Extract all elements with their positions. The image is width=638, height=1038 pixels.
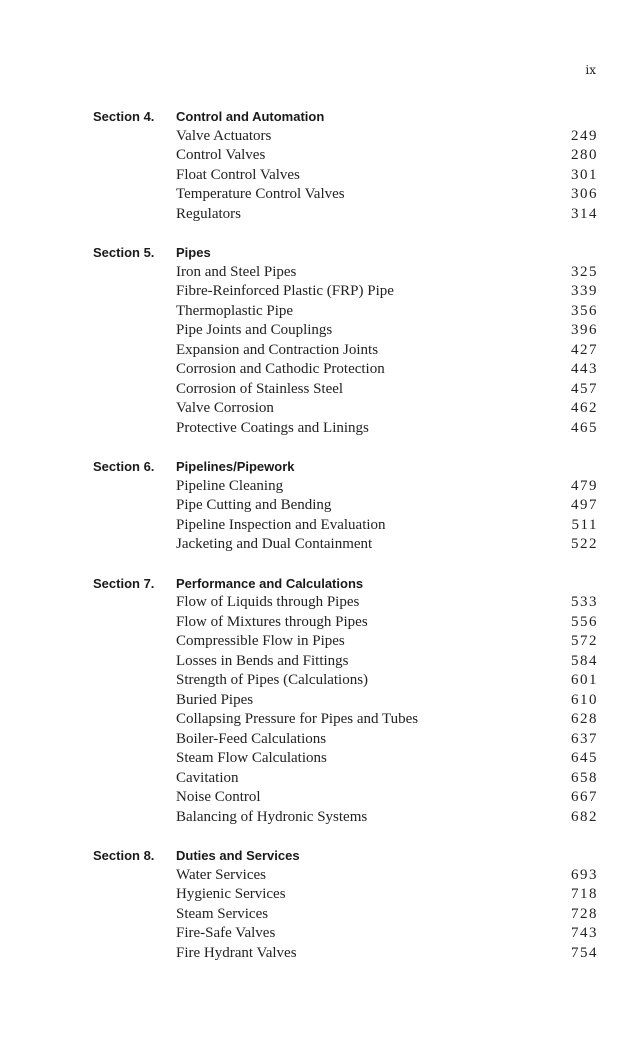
- entry-title: Flow of Mixtures through Pipes: [176, 613, 368, 630]
- toc-entry: [176, 516, 597, 536]
- entry-page-number: 427: [571, 341, 598, 358]
- toc-entry: [176, 302, 597, 322]
- entry-title: Pipe Cutting and Bending: [176, 497, 332, 513]
- entry-title: Valve Corrosion: [176, 400, 274, 416]
- section-body: [176, 457, 597, 555]
- entry-page-number: 637: [571, 730, 598, 747]
- section-title: Duties and Services: [176, 848, 300, 863]
- toc-entry: [176, 341, 597, 361]
- entry-title: Steam Flow Calculations: [176, 750, 327, 766]
- entry-title: Hygienic Services: [176, 886, 286, 902]
- entry-page-number: 325: [571, 263, 598, 280]
- toc-entry: [176, 282, 597, 302]
- toc-entry: [176, 496, 597, 516]
- entry-title: Cavitation: [176, 769, 239, 786]
- toc-entry: [176, 613, 597, 633]
- entry-page-number: 584: [571, 652, 598, 669]
- entry-page-number: 465: [571, 419, 598, 436]
- entry-title: Pipeline Inspection and Evaluation: [176, 516, 386, 533]
- toc-entry: [176, 691, 597, 711]
- toc-entry: [176, 788, 597, 808]
- section-title: Pipelines/Pipework: [176, 459, 295, 474]
- entry-title: Regulators: [176, 205, 241, 222]
- entry-title: Balancing of Hydronic Systems: [176, 808, 368, 825]
- toc-entry: [176, 419, 597, 439]
- toc-entry: [176, 593, 597, 613]
- entry-page-number: 356: [571, 302, 598, 319]
- entry-page-number: 718: [571, 886, 598, 902]
- section-body: [176, 846, 597, 963]
- entry-title: Jacketing and Dual Containment: [176, 536, 373, 552]
- entry-page-number: 497: [571, 497, 598, 513]
- toc-entry: [176, 749, 597, 769]
- entry-title: Strength of Pipes (Calculations): [176, 672, 369, 688]
- entry-title: Iron and Steel Pipes: [176, 263, 297, 280]
- entry-page-number: 728: [571, 905, 598, 922]
- section-title: Pipes: [176, 245, 211, 260]
- section-body: [176, 574, 597, 828]
- toc-entry: [176, 924, 597, 944]
- entry-title: Losses in Bends and Fittings: [176, 652, 349, 669]
- entry-title: Buried Pipes: [176, 691, 254, 708]
- toc-section: [93, 457, 597, 555]
- entry-title: Protective Coatings and Linings: [176, 419, 369, 436]
- entry-page-number: 754: [571, 944, 598, 961]
- entry-title: Float Control Valves: [176, 166, 300, 183]
- toc-entry: [176, 769, 597, 789]
- entry-page-number: 462: [571, 400, 598, 416]
- entry-title: Control Valves: [176, 147, 266, 163]
- entry-title: Fire-Safe Valves: [176, 925, 276, 941]
- entry-title: Boiler-Feed Calculations: [176, 730, 327, 747]
- entry-page-number: 572: [571, 633, 598, 649]
- entry-title: Noise Control: [176, 789, 261, 805]
- section-label: Section 6.: [93, 459, 155, 474]
- entry-page-number: 396: [571, 322, 598, 338]
- toc-entry: [176, 380, 597, 400]
- entry-page-number: 658: [571, 769, 598, 786]
- entry-page-number: 511: [571, 516, 598, 533]
- entry-title: Steam Services: [176, 905, 269, 922]
- toc-entry: [176, 535, 597, 555]
- toc-entry: [176, 730, 597, 750]
- section-title: Control and Automation: [176, 109, 325, 124]
- entry-page-number: 556: [571, 613, 598, 630]
- toc-entry: [176, 652, 597, 672]
- page-number: ix: [585, 63, 596, 77]
- entry-page-number: 443: [571, 361, 598, 377]
- toc-entry: [176, 905, 597, 925]
- entry-page-number: 693: [571, 866, 598, 883]
- section-body: [176, 243, 597, 438]
- toc-entry: [176, 477, 597, 497]
- toc-entry: [176, 399, 597, 419]
- entry-title: Expansion and Contraction Joints: [176, 341, 379, 358]
- entry-page-number: 682: [571, 808, 598, 825]
- toc-entry: [176, 866, 597, 886]
- entry-title: Collapsing Pressure for Pipes and Tubes: [176, 711, 419, 727]
- entry-page-number: 314: [571, 205, 598, 222]
- toc-entry: [176, 185, 597, 205]
- entry-page-number: 249: [571, 127, 598, 144]
- toc-section: [93, 574, 597, 828]
- toc-entry: [176, 808, 597, 828]
- entry-page-number: 645: [571, 750, 598, 766]
- entry-title: Fire Hydrant Valves: [176, 944, 297, 961]
- section-label: Section 8.: [93, 848, 155, 863]
- entry-page-number: 743: [571, 925, 598, 941]
- entry-title: Pipe Joints and Couplings: [176, 322, 333, 338]
- entry-title: Compressible Flow in Pipes: [176, 633, 345, 649]
- entry-page-number: 628: [571, 711, 598, 727]
- section-label: Section 5.: [93, 245, 155, 260]
- entry-page-number: 667: [571, 789, 598, 805]
- entry-page-number: 457: [571, 380, 598, 397]
- entry-page-number: 522: [571, 536, 598, 552]
- entry-title: Thermoplastic Pipe: [176, 302, 294, 319]
- toc-entry: [176, 360, 597, 380]
- entry-title: Corrosion of Stainless Steel: [176, 380, 344, 397]
- entry-page-number: 301: [571, 166, 598, 183]
- section-label: Section 4.: [93, 109, 155, 124]
- section-body: [176, 107, 597, 224]
- toc-entry: [176, 632, 597, 652]
- toc-entry: [176, 263, 597, 283]
- entry-title: Pipeline Cleaning: [176, 477, 284, 494]
- entry-page-number: 280: [571, 147, 598, 163]
- entry-page-number: 306: [571, 186, 598, 202]
- toc-section: [93, 107, 597, 224]
- entry-page-number: 479: [571, 477, 598, 494]
- entry-page-number: 339: [571, 283, 598, 299]
- toc-entry: [176, 127, 597, 147]
- entry-title: Corrosion and Cathodic Protection: [176, 361, 385, 377]
- table-of-contents: [93, 107, 597, 982]
- entry-page-number: 533: [571, 594, 598, 610]
- section-title: Performance and Calculations: [176, 575, 364, 591]
- toc-entry: [176, 710, 597, 730]
- entry-page-number: 610: [571, 691, 598, 708]
- section-label: Section 7.: [93, 575, 155, 591]
- entry-title: Valve Actuators: [176, 127, 272, 144]
- entry-title: Temperature Control Valves: [176, 186, 345, 202]
- entry-title: Flow of Liquids through Pipes: [176, 594, 360, 610]
- toc-entry: [176, 885, 597, 905]
- entry-title: Fibre-Reinforced Plastic (FRP) Pipe: [176, 283, 394, 299]
- toc-entry: [176, 205, 597, 225]
- entry-title: Water Services: [176, 866, 266, 883]
- toc-entry: [176, 146, 597, 166]
- entry-page-number: 601: [571, 672, 598, 688]
- toc-entry: [176, 671, 597, 691]
- toc-entry: [176, 944, 597, 964]
- toc-section: [93, 846, 597, 963]
- toc-section: [93, 243, 597, 438]
- toc-entry: [176, 166, 597, 186]
- toc-entry: [176, 321, 597, 341]
